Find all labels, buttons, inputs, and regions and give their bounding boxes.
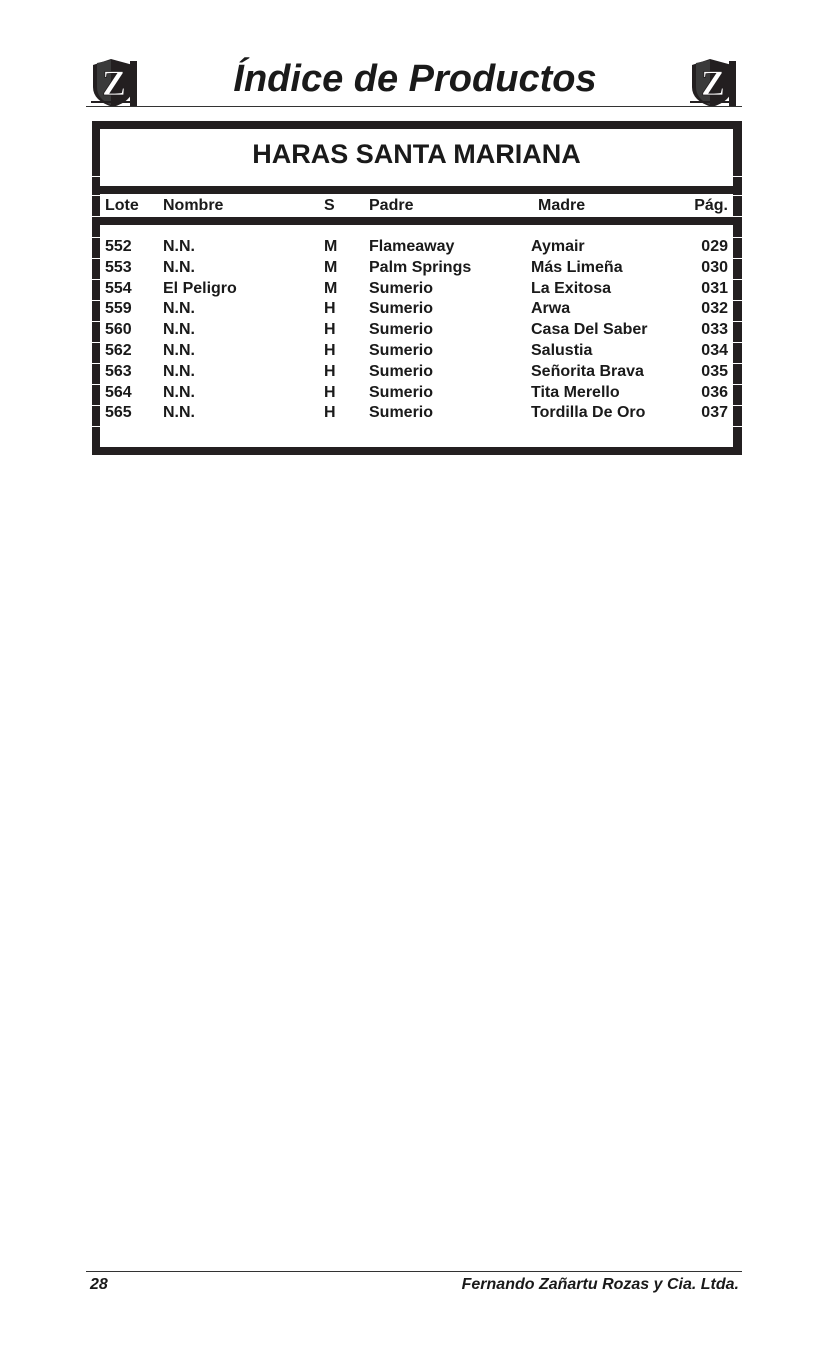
cell-pag: 036 xyxy=(701,383,728,401)
cell-pag: 030 xyxy=(701,258,728,276)
cell-pag: 029 xyxy=(701,238,728,255)
svg-text:Z: Z xyxy=(700,63,726,103)
cell-nombre: El Peligro xyxy=(163,279,237,297)
cell-lote: 564 xyxy=(105,383,132,401)
cell-nombre: N.N. xyxy=(163,321,195,339)
section-title: HARAS SANTA MARIANA xyxy=(252,139,581,169)
cell-pag: 035 xyxy=(701,362,728,380)
cell-s: H xyxy=(324,362,336,380)
cell-padre: Flameaway xyxy=(369,238,455,255)
cell-padre: Sumerio xyxy=(369,279,434,297)
index-table xyxy=(100,129,733,447)
cell-padre: Sumerio xyxy=(369,341,434,359)
cell-madre: La Exitosa xyxy=(531,279,612,297)
cell-lote: 563 xyxy=(105,362,132,380)
cell-pag: 034 xyxy=(701,341,728,359)
cell-s: H xyxy=(324,341,336,359)
cell-lote: 562 xyxy=(105,341,132,359)
table-row xyxy=(100,342,733,363)
cell-pag: 037 xyxy=(701,404,728,422)
table-row xyxy=(100,363,733,384)
cell-nombre: N.N. xyxy=(163,362,195,380)
cell-padre: Palm Springs xyxy=(369,258,472,276)
table-body xyxy=(100,238,733,425)
cell-lote: 553 xyxy=(105,258,132,276)
cell-pag: 031 xyxy=(701,279,728,297)
table-row xyxy=(100,280,733,301)
title-rule xyxy=(86,106,742,107)
cell-s: H xyxy=(324,383,336,401)
cell-pag: 033 xyxy=(701,321,728,339)
header-band-bottom xyxy=(100,217,733,225)
cell-nombre: N.N. xyxy=(163,383,195,401)
column-header-pag: Pág. xyxy=(694,197,728,214)
column-header-padre: Padre xyxy=(369,197,414,214)
column-header-nombre: Nombre xyxy=(163,197,224,214)
page-number: 28 xyxy=(90,1276,108,1293)
cell-madre: Aymair xyxy=(531,238,585,255)
page-title: Índice de Productos xyxy=(233,58,597,100)
cell-madre: Tita Merello xyxy=(531,383,620,401)
cell-lote: 552 xyxy=(105,238,132,255)
logo-right xyxy=(688,57,738,109)
cell-nombre: N.N. xyxy=(163,238,195,255)
table-row xyxy=(100,384,733,405)
cell-s: M xyxy=(324,238,338,255)
table-row xyxy=(100,238,733,259)
table-row xyxy=(100,259,733,280)
cell-s: H xyxy=(324,300,336,318)
logo-left xyxy=(89,57,139,109)
cell-s: H xyxy=(324,321,336,339)
cell-nombre: N.N. xyxy=(163,258,195,276)
footer-rule xyxy=(86,1271,742,1272)
cell-lote: 560 xyxy=(105,321,132,339)
cell-padre: Sumerio xyxy=(369,404,434,422)
column-header-madre: Madre xyxy=(538,197,586,214)
cell-lote: 559 xyxy=(105,300,132,318)
cell-nombre: N.N. xyxy=(163,300,195,318)
cell-lote: 554 xyxy=(105,279,132,297)
svg-text:Z: Z xyxy=(101,63,127,103)
header-band-top xyxy=(100,186,733,194)
cell-madre: Más Limeña xyxy=(531,258,623,276)
cell-nombre: N.N. xyxy=(163,404,195,422)
cell-padre: Sumerio xyxy=(369,362,434,380)
column-header-s: S xyxy=(324,197,335,214)
cell-padre: Sumerio xyxy=(369,383,434,401)
cell-s: M xyxy=(324,279,338,297)
cell-padre: Sumerio xyxy=(369,321,434,339)
column-header-lote: Lote xyxy=(105,197,139,214)
cell-s: H xyxy=(324,404,336,422)
cell-madre: Salustia xyxy=(531,341,593,359)
table-row xyxy=(100,404,733,425)
cell-s: M xyxy=(324,258,338,276)
cell-pag: 032 xyxy=(701,300,728,318)
column-header-row xyxy=(100,197,733,217)
table-row xyxy=(100,321,733,342)
cell-madre: Arwa xyxy=(531,300,571,318)
cell-padre: Sumerio xyxy=(369,300,434,318)
cell-madre: Tordilla De Oro xyxy=(531,404,646,422)
cell-madre: Casa Del Saber xyxy=(531,321,648,339)
index-frame xyxy=(92,121,742,455)
cell-lote: 565 xyxy=(105,404,132,422)
cell-nombre: N.N. xyxy=(163,341,195,359)
footer-company: Fernando Zañartu Rozas y Cia. Ltda. xyxy=(461,1276,739,1293)
table-row xyxy=(100,300,733,321)
cell-madre: Señorita Brava xyxy=(531,362,644,380)
